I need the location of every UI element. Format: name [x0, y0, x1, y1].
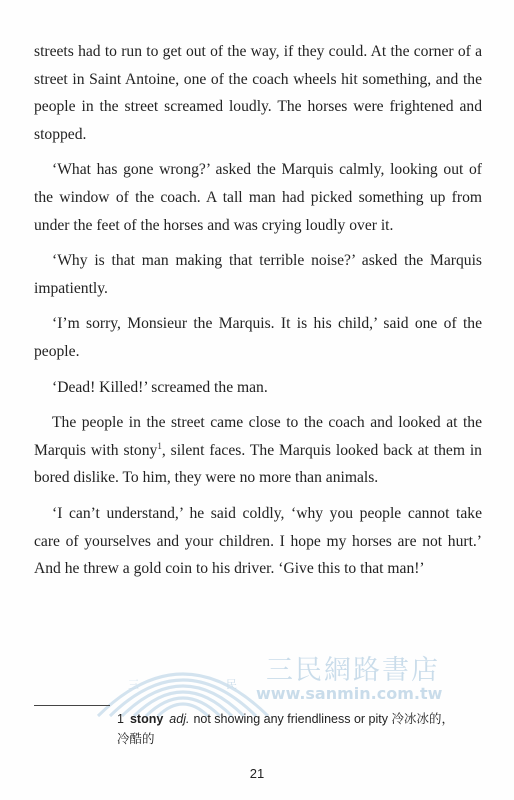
page-number: 21	[249, 766, 265, 781]
paragraph-3: ‘Why is that man making that terrible noise?’ asked the Marquis impatiently.	[34, 252, 482, 297]
paragraph-2: ‘What has gone wrong?’ asked the Marquis calmly, looking out of the window of the coach. A tall man had picked something up from under the feet of the horses and was crying loudly over it.	[34, 161, 482, 234]
footnote-marker[interactable]: 1	[157, 440, 162, 451]
watermark-arc-right-char: 民	[226, 678, 237, 691]
footnote-definition: not showing any friendliness or pity	[193, 712, 389, 726]
footnote-number: 1	[117, 712, 124, 726]
watermark-brand: 三民網路書店	[266, 655, 440, 686]
paragraph-6	[34, 409, 482, 492]
paragraph-7: ‘I can’t understand,’ he said coldly, ‘why you people cannot take care of yourselves and your children. I hope my horses are not hurt.’ And he threw a gold coin to his driver. ‘Give this to that man!’	[34, 504, 482, 578]
paragraph-5: ‘Dead! Killed!’ screamed the man.	[52, 378, 268, 396]
paragraph-6-after: , silent faces. The Marquis looked back at them in bored dislike. To him, they were no more than animals.	[34, 441, 482, 487]
footnote-chinese: 冷冰冰的，冷酷的	[117, 711, 455, 746]
paragraph-6-before: The people in the street came close to the coach and looked at the Marquis with stony	[34, 414, 482, 459]
body-text	[34, 38, 482, 591]
paragraph-1: streets had to run to get out of the way, if they could. At the corner of a street in Saint Antoine, one of the coach wheels hit something, and the people in the street screamed loudly. The horses were frightened and stopped.	[34, 43, 482, 143]
footnote-divider	[34, 705, 110, 706]
paragraph-4: ‘I’m sorry, Monsieur the Marquis. It is his child,’ said one of the people.	[34, 315, 482, 360]
footnote-pos: adj.	[169, 712, 190, 726]
footnote	[117, 709, 457, 749]
watermark-url: www.sanmin.com.tw	[256, 684, 443, 703]
watermark-arc-left-char: 三	[128, 678, 139, 691]
footnote-word: stony	[129, 712, 164, 726]
